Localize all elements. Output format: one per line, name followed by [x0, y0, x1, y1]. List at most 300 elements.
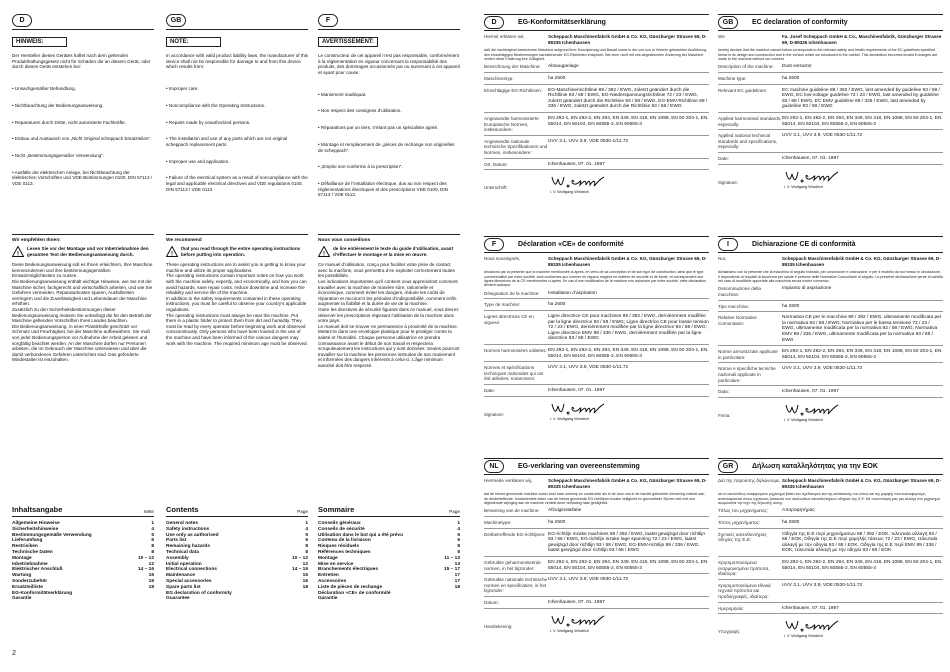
- field-label: Benaming van de machine:: [484, 508, 540, 514]
- field-value: Ichenhausen, 07. 01. 1997: [782, 605, 839, 611]
- toc-page-number: 16: [148, 573, 154, 579]
- field-value: Impianto di aspirazione: [782, 286, 832, 292]
- field-label: Denominazione della macchina:: [718, 286, 761, 297]
- field-label: Angewandte nationale technische Spezifikationen und Normen, insbesondere:: [484, 138, 548, 155]
- language-badge: GB: [718, 16, 738, 29]
- field-label: Description of the machine:: [718, 64, 774, 70]
- declaration-row: [718, 560, 943, 577]
- language-header-gb: [166, 0, 308, 30]
- field-value: Ichenhausen, 07. 01. 1997: [548, 161, 605, 167]
- field-value: EN 292-1, EN 292-2, EN 294, EN 349, EN 418, EN 1088, EN 60 204-1, EN 55014, EN 50104, EN 60555-2, EN 60555-3: [782, 115, 942, 127]
- notice-item: • Nichtbeachtung der Bedienungsanweisung.: [12, 102, 104, 108]
- declaration-row: [484, 520, 709, 526]
- field-label: Datum:: [484, 599, 499, 605]
- field-value: Absauganlage: [548, 64, 579, 70]
- notice-item: • Improper care.: [166, 85, 199, 91]
- warning-triangle-icon: [12, 246, 24, 257]
- declaration-row: [484, 508, 709, 514]
- toc-entry: Initial operation: [166, 561, 202, 567]
- handwritten-signature: [784, 617, 840, 635]
- toc-entry: Garantie: [318, 596, 338, 602]
- handwritten-signature: [550, 400, 606, 418]
- language-badge: NL: [484, 460, 504, 473]
- field-label: Norme e specifiche tecniche nazionali applicate in particolare:: [718, 366, 776, 383]
- signature-label: Handtekening:: [484, 623, 513, 629]
- toc-entry: Accessoires: [318, 578, 347, 584]
- recommend-de: [12, 234, 154, 363]
- recommend-title-de: Wir empfehlen Ihnen:: [12, 238, 61, 243]
- field-label: Einschlägige EG-Richtlinien:: [484, 87, 542, 93]
- declaration-row: [718, 88, 943, 110]
- field-label: Τύπος μηχανήματος:: [718, 520, 761, 525]
- field-label: Ημερομηνία:: [718, 605, 744, 611]
- toc-entry: EG-Konformitätserklärung: [12, 590, 73, 596]
- field-label: Machinetype:: [484, 520, 512, 525]
- toc-entry: Technische Daten: [12, 549, 53, 555]
- signer-name: i. V. Wolfgang Windrich: [550, 416, 590, 421]
- field-value: EN 292-1, EN 292-2, EN 294, EN 349, EN 418, EN 1088, EN 60 204-1, EN 55014, EN 50104, EN 60555-2, EN 60555-3: [548, 559, 708, 571]
- recommend-title-fr: Nous vous conseillons: [318, 238, 371, 243]
- toc-page-number: 16: [302, 578, 308, 584]
- declaration-panel: [484, 236, 709, 458]
- toc-de: [12, 505, 154, 602]
- declaration-panel: [484, 14, 709, 236]
- field-label: Tipo macchina:: [718, 303, 749, 309]
- declaration-row: [484, 348, 709, 359]
- toc-entry: Use only as authorised: [166, 532, 219, 538]
- toc-row: [166, 596, 308, 602]
- field-label: Norme armonizzate applicate in particolare:: [718, 349, 778, 360]
- toc-entry: Restrisiken: [12, 544, 38, 550]
- field-value: UVV 3.1, UVV 3.9, VDE 0530-1/11.72: [782, 582, 863, 588]
- toc-entry: Montage: [318, 555, 338, 561]
- field-value: EN 292-1, EN 292-2, EN 294, EN 349, EN 418, EN 1088, EN 60 204-1, EN 55014, EN 50104, EN 60555-2, EN 60555-3: [782, 559, 942, 571]
- toc-entry: Conseils de sécurité: [318, 526, 365, 532]
- toc-page-number: 18: [454, 584, 460, 590]
- field-label: Désignation de la machine:: [484, 290, 540, 296]
- signer-name: i. V. Wolfgang Windrich: [550, 190, 590, 195]
- toc-title-gb: Contents: [166, 505, 199, 514]
- field-value: ha 2600: [782, 76, 800, 81]
- declaration-row: [484, 139, 709, 156]
- field-label: Angewandte harmonisierte Europäische Normen, insbesondere:: [484, 115, 539, 133]
- language-badge: GR: [718, 460, 738, 473]
- field-label: Relative Normative Comunitarie:: [718, 315, 757, 326]
- field-value: UVV 3.1, UVV 3.9, VDE 0530-1/11.72: [782, 366, 863, 372]
- notice-item: • Failure of the electrical system as a result of noncompliance with the legal and applicable electrical directives and VDE regulations 0100, DIN 57113 / VDE 0113.: [166, 175, 310, 192]
- field-value: EN 292-1, EN 292-2, EN 294, EN 349, EN 418, EN 1088, EN 60 204-1, EN 55014, EN 50104, EN 60555-2, EN 60555-3: [548, 115, 708, 127]
- toc-page-number: 4: [457, 526, 460, 532]
- declaration-row: [718, 508, 943, 514]
- declaration-row: [484, 600, 709, 606]
- recommend-body-gb: These operating instructions are to assist you in getting to know your machine and utilize its proper applications. The operating instructions contain important notes on how you work with the machine safely, expertly, and economically, and how you can avoid hazards, save repair costs, reduce downtime and increase the reliability and service life of the machine. In addition to the safety requirements contained in these operating instructions, you must be careful to observe your country’s applicable regulations. The operating instructions must always be near the machine. Put them in a plastic folder to protect them from dirt and humidity. They must be read by every operator before beginning work and observed conscientiously. Only persons who have been trained in the use of the machine and have been informed of the various dangers may work with the machine. The required minimum age must be observed.: [166, 262, 308, 346]
- toc-entry: Spare parts list: [166, 584, 201, 590]
- recommend-warning-gb: that you read through the entire operating instructions before putting into operation.: [181, 246, 301, 257]
- declaration-row: [718, 583, 943, 600]
- field-label: Desbetreffende EG-richtlijnen:: [484, 531, 546, 537]
- toc-title-de: Inhaltsangabe: [12, 505, 63, 514]
- field-label: Data:: [718, 389, 729, 395]
- recommend-body-fr: Ce manuel d’utilisation, conçu pour faciliter votre prise de contact avec la machine, vous permettra d’en exploiter correctement toutes les possibilités. Les indications importantes qu’il contient vous apprendront comment travailler avec la machine de manière sûre, rationnelle et économique, comment éviter les dangers, réduire les coûts de réparation et raccourcir les périodes d’indisponibilité, comment enfin augmenter la fiabilité et la durée de vie de la machine. Outre les directives de sécurité figurant dans ce manuel, vous devrez observer les prescriptions régissant l’utilisation de la machine dans votre pays. Le manuel doit se trouver en permanence à proximité de la machine. Mettez-le dans une enveloppe plastique pour le protéger contre la saleté et l’humidité. Chaque personne utilisatrice en prendra connaissance avant le début de son travail et respectera scrupuleusement les instructions qui y sont données. Seules pourront travailler sur la machine les personnes instruites de son maniement et informées des dangers inhérents à celui-ci. L’âge minimum autorisé doit être respecté.: [318, 262, 460, 368]
- toc-title-fr: Sommaire: [318, 505, 355, 514]
- toc-entry: Sonderzubehör: [12, 578, 48, 584]
- field-label: Gebruikte nationale technische normen en specificaties, in het bijzonder:: [484, 577, 548, 594]
- notice-item: • Repairs made by unauthorized persons.: [166, 119, 251, 125]
- toc-entry: Ersatzteilliste: [12, 584, 43, 590]
- toc-entry: Mise en service: [318, 561, 354, 567]
- field-value: EN 292-1, EN 292-2, EN 294, EN 349, EN 418, EN 1088, EN 60 204-1, EN 55014, EN 50104, EN 60555-2, EN 60555-3: [548, 347, 708, 359]
- toc-entry: Elektrischer Anschluß: [12, 567, 63, 573]
- language-header-de: [12, 0, 154, 30]
- recommend-fr: [318, 234, 460, 368]
- toc-page-number: 15 – 17: [443, 567, 460, 573]
- declaration-row: [484, 532, 709, 554]
- declaration-row: [484, 302, 709, 308]
- field-value: ha 2600: [782, 303, 800, 309]
- toc-page-number: 17: [454, 578, 460, 584]
- field-value: Ichenhausen, 07. 01. 1997: [548, 387, 605, 393]
- toc-entry: Inbetriebnahme: [12, 561, 48, 567]
- toc-entry: Sicherheitshinweise: [12, 526, 59, 532]
- toc-entry: General notes: [166, 521, 198, 526]
- field-value: Αποροφητήρας: [782, 508, 815, 514]
- company-label: Nous soussignés,: [484, 256, 521, 261]
- field-label: Gebruikte geharmoniseerde normen, in het bijzonder:: [484, 559, 541, 571]
- declaration-row: [484, 116, 709, 133]
- toc-entry: Déclaration «CE» de conformité: [318, 590, 391, 596]
- toc-list-fr: [318, 521, 460, 602]
- declaration-row: [718, 366, 943, 383]
- field-value: EC machine guideline 89 / 392 / EWG, last amended by guideline 93 / 68 / EWG, EC low-voltage guideline 72 / 23 / EWG, last amended by guideline 93 / 68 / EWG, EC EMV guideline 89 / 336 / EWG, last amended by guideline 93 / 68 / EWG: [782, 87, 940, 110]
- toc-entry: Garantie: [12, 596, 32, 602]
- toc-page-number: 5: [305, 532, 308, 538]
- declaration-row: [484, 64, 709, 70]
- declaration-intro: daß die nachfolgend bezeichnete Maschine aufgrund ihrer Konzipierung und Bauart sowie in der von uns in Verkehr gebrachten Ausführung den einschlägigen Bestimmungen nachstehender EG-Richtlinien entspricht. Bei einer nicht mit uns abgestimmten Änderung der Maschine verliert diese Erklärung ihre Gültigkeit.: [484, 48, 707, 61]
- signature-block: [718, 401, 943, 423]
- toc-entry: Special accessories: [166, 578, 212, 584]
- declaration-header: [484, 459, 709, 475]
- declaration-row: [484, 88, 709, 110]
- notice-list-de: [12, 75, 154, 198]
- signature-block: [484, 400, 709, 422]
- signature-block: [484, 173, 709, 195]
- declaration-panel: [484, 458, 709, 672]
- recommend-body-de: Diese Bedienungsanweisung soll es Ihnen erleichtern, Ihre Maschine kennenzulernen und ihre bestimmungsgemäßen Einsatzmöglichkeiten zu nutzen. Die Bedienungsanweisung enthält wichtige Hinweise, wie Sie mit der Maschine sicher, fachgerecht und wirtschaftlich arbeiten, und wie Sie Gefahren vermeiden, Reparaturkosten sparen, Ausfallzeiten verringern und die Zuverlässigkeit und Lebensdauer der Maschine erhöhen. Zusätzlich zu den Sicherheitsbestimmungen dieser Bedienungsanweisung müssen Sie unbedingt die für den Betrieb der Maschine geltenden Vorschriften Ihres Landes beachten. Die Bedienungsanweisung, in einer Plastikhülle geschützt vor Schmutz und Feuchtigkeit, bei der Maschine aufbewahren. Sie muß von jeder Bedienungsperson vor Aufnahme der Arbeit gelesen und sorgfältig beachtet werden. An der Maschine dürfen nur Personen arbeiten, die im Gebrauch der Maschine unterwiesen und über die damit verbundenen Gefahren unterrichtet sind. Das geforderte Mindestalter ist einzuhalten.: [12, 262, 153, 363]
- signature-label: Υπογραφή:: [718, 629, 741, 635]
- handwritten-signature: [784, 168, 840, 186]
- language-badge-fr: F: [318, 14, 338, 27]
- recommend-warning-de: Lesen Sie vor der Montage und vor Inbetriebnahme den gesamten Text der Bedienungsanweisung durch.: [27, 246, 149, 257]
- toc-page-number: 6: [151, 538, 154, 544]
- notice-heading-gb: NOTE:: [166, 37, 221, 47]
- handwritten-signature: [550, 173, 606, 191]
- notice-heading-de: HINWEIS:: [12, 37, 67, 47]
- column-de: [12, 0, 154, 198]
- toc-page-number: 1: [305, 521, 308, 526]
- toc-page-label-gb: Page: [297, 509, 308, 514]
- declaration-row: [484, 314, 709, 342]
- notice-list-gb: [166, 75, 308, 204]
- toc-page-number: 12: [302, 561, 308, 567]
- toc-entry: Références techniques: [318, 549, 371, 555]
- declaration-row: [718, 304, 943, 310]
- notice-item: • Reparaturen durch Dritte, nicht autorisierte Fachkräfte.: [12, 119, 126, 125]
- toc-row: [12, 596, 154, 602]
- notice-heading-fr: AVERTISSEMENT:: [318, 37, 378, 47]
- declaration-intro: dat de hierna genoemde machine zowel door haar ontwerp en constructie als in de door ons in de handel gebrachte uitvoering voldoet aan de desbetreffende, fundamentele eisen van de hierna genoemde EG-richtlijnen inzake veiligheid en gezondheid. Bij een niet met ons afgestemde wijziging aan de machine verliest deze verklaring haar geldigheid.: [484, 492, 705, 505]
- toc-page-number: 8: [305, 544, 308, 550]
- field-label: Date:: [484, 387, 495, 393]
- signer-name: i. V. Wolfgang Windrich: [784, 417, 824, 422]
- notice-item: • Nicht „Bestimmungsgemäßer Verwendung“.: [12, 153, 104, 159]
- notice-item: • Non respect des consignes d’utilisation.: [318, 108, 402, 114]
- svg-text:!: !: [171, 251, 173, 257]
- notice-item: • Maniement inadéquat.: [318, 91, 367, 97]
- toc-page-number: 18: [302, 584, 308, 590]
- handwritten-signature: [784, 401, 840, 419]
- svg-text:!: !: [323, 251, 325, 257]
- svg-text:!: !: [17, 251, 19, 257]
- language-header-fr: [318, 0, 460, 30]
- declaration-row: [484, 388, 709, 394]
- declaration-panel: [718, 458, 943, 672]
- signature-label: Firma:: [718, 412, 731, 418]
- toc-list-de: [12, 521, 154, 602]
- notice-item: • The installation and use of any parts which are not original scheppach replacement parts.: [166, 136, 289, 147]
- declaration-row: [484, 291, 709, 297]
- field-value: ha 2600: [548, 302, 566, 308]
- toc-page-number: 6: [305, 538, 308, 544]
- notice-item: • Défaillance de l’installation électrique, dus au non respect des réglementations électriques et des prescriptions VDE 0100, DIN 57113 / VDE 0113.: [318, 181, 450, 198]
- company-label: Διά της παρούσης δηλώνουμε,: [718, 478, 781, 483]
- notice-body-de: Der Hersteller dieses Gerätes haftet nach dem geltenden Produkthaftungsgesetz nicht für Schäden die an diesem Gerät, oder durch dieses Gerät entstehen bei:: [12, 53, 152, 70]
- field-value: UVV 3.1, UVV 3.9, VDE 0530-1/11.72: [782, 133, 863, 139]
- declaration-intro: dichiariamo con la presente che la macchina di seguito indicata, per concezione e costruzione, e per il modello da noi messo in circolazione, è rispondente ai requisiti di sicurezza per salute e persone delle Normative Comunitarie di seguito. La presente dichiarazione perde di validità nel caso di modifiche apportate alla macchina senza nostro consenso.: [718, 270, 943, 283]
- toc-gb: [166, 505, 308, 602]
- toc-page-number: 17: [454, 573, 460, 579]
- language-badge: I: [718, 238, 738, 251]
- toc-entry: Wartung: [12, 573, 32, 579]
- language-badge-de: D: [12, 14, 32, 27]
- field-label: Applied national technical standards and specifications, especially:: [718, 133, 778, 150]
- handwritten-signature: [550, 612, 606, 630]
- field-value: Dust extractor: [782, 64, 812, 70]
- toc-entry: Electrical connections: [166, 567, 217, 573]
- toc-entry: EG declaration of conformity: [166, 590, 232, 596]
- toc-entry: Technical data: [166, 549, 199, 555]
- declaration-header: [718, 237, 943, 253]
- warning-triangle-icon: [318, 246, 330, 257]
- notice-item: • Unsachgemäßer Behandlung.: [12, 85, 76, 91]
- field-value: Afzuiginstallatie: [548, 508, 582, 514]
- signer-name: i. V. Wolfgang Windrich: [784, 634, 824, 639]
- language-badge-gb: GB: [166, 14, 186, 27]
- declaration-row: [718, 532, 943, 554]
- recommend-gb: [166, 234, 308, 346]
- declaration-row: [484, 162, 709, 168]
- toc-entry: Guarantee: [166, 596, 190, 602]
- signature-label: Unterschrift:: [484, 185, 508, 191]
- company-name: Scheppach Maschinenfabrik GmbH & Co. KG, Günzburger Strasse 69, D-89335 Ichenhausen: [782, 256, 941, 267]
- toc-page-number: 14 – 16: [137, 567, 154, 573]
- company-label: Hiermit erklären wir,: [484, 34, 525, 39]
- field-label: Ort, Datum:: [484, 161, 508, 167]
- declaration-header: [484, 15, 709, 31]
- company-name: Fa. Josef Scheppach GmbH & Co., Maschinenfabrik, Günzburger Strasse 69, D-89335 Ichenhausen: [782, 34, 942, 45]
- declaration-row: [718, 315, 943, 343]
- declaration-header: [484, 237, 709, 253]
- notice-item: • Montage et remplacement de „pièces de rechange non originelles de scheppach“.: [318, 141, 456, 153]
- company-label: We: [718, 34, 725, 39]
- toc-page-label-de: Seite: [143, 509, 154, 514]
- toc-list-gb: [166, 521, 308, 602]
- declaration-row: [718, 116, 943, 127]
- field-label: Date:: [718, 155, 729, 161]
- toc-page-number: 16: [148, 578, 154, 584]
- toc-page-number: 10 – 12: [291, 555, 308, 561]
- declaration-row: [484, 577, 709, 594]
- field-value: UVV 3.1, UVV 3.9, VDE 0530-1/11.72: [548, 365, 629, 371]
- signature-label: Signature:: [718, 179, 739, 185]
- toc-entry: Lieferumfang: [12, 538, 43, 544]
- field-label: Type de machine:: [484, 302, 521, 308]
- notice-item: • Réparations par un tiers, n’étant pas un spécialiste agréé.: [318, 125, 439, 131]
- instructions-half: [0, 0, 474, 672]
- declaration-panel: [718, 14, 943, 236]
- toc-entry: Contenu de la livraison: [318, 538, 371, 544]
- declaration-row: [718, 349, 943, 360]
- toc-page-number: 6: [457, 532, 460, 538]
- toc-page-number: 5: [151, 532, 154, 538]
- toc-entry: Conseils généraux: [318, 521, 361, 526]
- field-label: Normes harmonisées utilisées:: [484, 347, 547, 353]
- toc-fr: [318, 505, 460, 602]
- language-badge: D: [484, 16, 504, 29]
- toc-page-number: 4: [151, 526, 154, 532]
- field-value: Installation d’aspiration: [548, 290, 597, 296]
- declaration-row: [718, 520, 943, 526]
- recommend-warning-fr: de lire entièrement le texte du guide d’utilisation, avant d’effectuer le montage et la mise en œuvre.: [333, 246, 453, 257]
- declarations-half: [476, 0, 950, 672]
- declaration-title: EG-verklaring van overeenstemming: [518, 463, 640, 470]
- declaration-title: Dichiarazione CE di conformità: [752, 241, 856, 248]
- toc-page-number: 8: [305, 549, 308, 555]
- toc-page-number: 1: [457, 521, 460, 526]
- notice-list-fr: [318, 80, 460, 209]
- notice-body-fr: Le constructeur de cet appareil n’est pas responsable, conformément à la réglementation en vigueur concernant la responsabilité des produits, des dommages occasionnés par ou survenant à cet appareil et ayant pour cause:: [318, 53, 462, 75]
- notice-item: • Improper use and application.: [166, 158, 230, 164]
- field-label: Τίτλος του μηχανήματος:: [718, 508, 769, 514]
- column-fr: [318, 0, 460, 209]
- declaration-header: [718, 459, 943, 475]
- toc-page-number: 8: [151, 544, 154, 550]
- toc-page-number: 8: [457, 549, 460, 555]
- recommend-title-gb: We recommend: [166, 238, 202, 243]
- warning-triangle-icon: [166, 246, 178, 257]
- notice-item: • Ausfälle der elektrischen Anlage, bei Nichtbeachtung der elektrischen Vorschriften und VDE-Bestimmungen 0100, DIN 57113 / VDE 0113.: [12, 169, 154, 187]
- declaration-header: [718, 15, 943, 31]
- declaration-title: Déclaration «CE» de conformité: [518, 241, 624, 248]
- field-label: Normes et spécifications techniques nationales qui ont été utilisées, notamment:: [484, 365, 544, 382]
- signature-label: Signature:: [484, 411, 505, 417]
- declaration-row: [718, 389, 943, 395]
- field-label: Lignes directrices CE en vigueur:: [484, 314, 534, 325]
- company-name: Scheppach Maschinenfabrik GmbH & Co. KG, Günzburger Strasse 69, D-89335 Ichenhausen: [548, 34, 707, 45]
- field-value: Ichenhausen, 07. 01. 1997: [782, 389, 839, 395]
- declaration-intro: ότι το ακολούθως αναφερόμενο μηχάνημα βάσει του σχεδιασμού και της κατασκευής του όπως και της μορφής που κυκλοφορούμε, ανταποκρίνεται στους σχετικούς βασικούς των ακολούθων κατευθυντήριων οδηγιών της Ε.Ε. Με συνεννόηση μας μια αλλαγή στο μηχάνημα ακυρώνεται την ισχύ της δήλωσης αυτής.: [718, 492, 940, 505]
- declaration-row: [718, 606, 943, 612]
- field-value: Ichenhausen, 07. 01. 1997: [782, 155, 839, 161]
- field-value: Normativa CE per le macchine 89 / 392 / EWG, ultimamente modificata per la normativa 93 / 68 / EWG; Normativa per le bassa tensione 72 / 23 / EWG, ultimamente modificata per la normativa 93 / 68 / EWG; Normativa EMV 89 / 336 / EWG, ultimamente modificata per la normativa 93 / 68 / EWG: [782, 315, 942, 343]
- notice-item: • Noncompliance with the Operating Instructions.: [166, 102, 266, 108]
- field-label: Σχετικές κατευθυντήριες οδηγίες της Ε.Ε:: [718, 531, 767, 543]
- declaration-title: EG-Konformitätserklärung: [518, 19, 606, 26]
- toc-page-number: 8: [151, 549, 154, 555]
- field-value: Ichenhausen, 07. 01. 1997: [548, 599, 605, 605]
- company-label: Noi,: [718, 256, 727, 261]
- field-value: ha 2600: [548, 76, 566, 81]
- field-label: Relevant EC guidelines:: [718, 87, 768, 93]
- field-label: Maschinentyp:: [484, 76, 514, 81]
- field-label: Bezeichnung der Maschine:: [484, 64, 541, 70]
- field-value: Ligne directrice CE pour machines 89 / 392 / EWG, dernièrement modifiée par la ligne directrice 93 / 68 / EWG; Ligne directrice CE pour basse tension 72 / 23 / EWG, dernièrement modifiée par la ligne directrice 93 / 68 / EWG; Ligne directrice EMV 89 / 336 / EWG, dernièrement modifiée par la ligne directrice 93 / 68 / EWG: [548, 314, 709, 342]
- toc-page-number: 4: [305, 526, 308, 532]
- declaration-title: Δήλωση καταλληλότητας για την ΕΟΚ: [752, 463, 878, 470]
- notice-item: • „Emploi non-conforme à la prescription“.: [318, 164, 403, 170]
- toc-page-number: 16: [302, 573, 308, 579]
- field-value: Οδηγία της Ε.Ε περί μηχανήματων 89 / 392 / EOK, τελευταία αλλαγή 93 / 68 / EOK, Οδηγία της Ε.Ε περί χαμηλής τάσεως 72 / 23 / EWG, τελευταία αλλαγή με την οδηγία 93 / 68 / EOK, Οδηγία της Ε.Ε περί EMV 89 / 336 / EOK, τελευταία αλλαγή με την οδηγία 93 / 68 / EOK: [782, 531, 938, 554]
- declaration-row: [718, 286, 943, 297]
- page-number: 2: [12, 650, 16, 657]
- field-label: Applied harmonised standards, especially:: [718, 115, 782, 127]
- toc-page-number: 18: [148, 584, 154, 590]
- notice-item: • Einbau und Austausch von „Nicht Original scheppach Ersatzteilen“.: [12, 136, 152, 142]
- declaration-row: [718, 64, 943, 70]
- company-label: Hiermede verklaren wij,: [484, 478, 532, 483]
- field-value: ha 2600: [782, 520, 800, 525]
- toc-row: [318, 596, 460, 602]
- toc-page-number: 1: [151, 521, 154, 526]
- column-gb: [166, 0, 308, 203]
- toc-entry: Maintenance: [166, 573, 196, 579]
- toc-page-number: 6: [457, 538, 460, 544]
- toc-page-number: 11 – 13: [444, 555, 460, 561]
- declaration-title: EC declaration of conformity: [752, 19, 848, 26]
- toc-page-number: 10 – 12: [137, 555, 154, 561]
- declaration-row: [484, 560, 709, 571]
- company-name: Scheppach Maschinenfabrik GmbH & Co. KG, Günzburger Strasse 69, D-89335 Ichenhausen: [782, 478, 941, 489]
- toc-entry: Safety instructions: [166, 526, 210, 532]
- field-value: UVV 3.1, UVV 3.9, VDE 0530-1/11.72: [548, 577, 629, 583]
- toc-page-number: 12: [148, 561, 154, 567]
- field-value: ha 2600: [548, 520, 566, 525]
- signature-block: [718, 617, 943, 639]
- toc-entry: Assembly: [166, 555, 189, 561]
- toc-entry: Liste de pièces de rechange: [318, 584, 382, 590]
- field-label: Χρησιμοποιούμενα εναρμονισμένα πρότυπα, ιδιαίτερα:: [718, 559, 770, 577]
- toc-page-number: 14 – 16: [291, 567, 308, 573]
- toc-entry: Parts list: [166, 538, 187, 544]
- notice-body-gb: In accordance with valid product liability laws, the manufacturer of this device shall not be responsible for damage to and from this device which results from:: [166, 53, 310, 70]
- declaration-intro: hereby declare that the machine named below corresponds to the relevant safety and health requirements of the EC guidelines specified below in its design and construction and in the version which we introduced to the market. This declaration becomes invalid if changes are made to the machine without our consent.: [718, 48, 938, 61]
- signature-block: [484, 612, 709, 634]
- field-label: Χρησιμοποιούμενα εθνικά τεχνικά πρότυπα και προδιαγραφές, ιδιαίτερα:: [718, 582, 771, 599]
- toc-entry: Entretien: [318, 573, 339, 579]
- declaration-panel: [718, 236, 943, 458]
- field-value: EN 292-1, EN 292-2, EN 294, EN 349, EN 418, EN 1088, EN 60 204-1, EN 55014, EN 50104, EN 60555-2, EN 60555-3: [782, 349, 942, 360]
- declaration-row: [718, 133, 943, 150]
- signer-name: i. V. Wolfgang Windrich: [784, 184, 824, 189]
